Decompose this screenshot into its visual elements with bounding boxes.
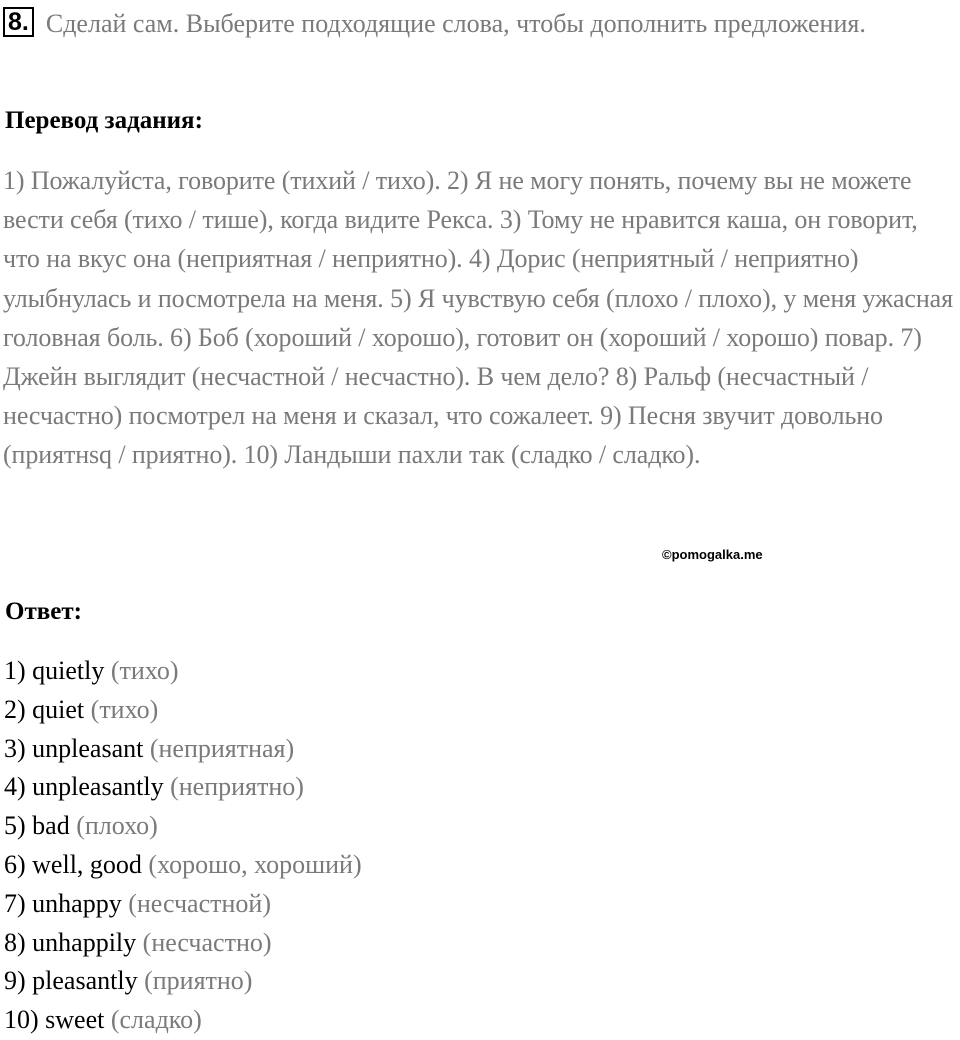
answer-item <box>4 807 362 846</box>
answer-russian: (неприятно) <box>170 772 304 802</box>
answer-item <box>4 846 362 885</box>
translation-heading: Перевод задания: <box>5 107 203 134</box>
answer-english: 9) pleasantly <box>4 966 138 996</box>
answer-russian: (приятно) <box>144 966 253 996</box>
task-instruction: Сделай сам. Выберите подходящие слова, чтобы дополнить предложения. <box>45 9 866 38</box>
answer-english: 8) unhappily <box>4 927 137 957</box>
answer-item <box>4 768 362 807</box>
answer-item <box>4 691 362 730</box>
answer-item <box>4 924 362 963</box>
answer-russian: (неприятная) <box>149 733 295 763</box>
answer-russian: (плохо) <box>76 811 158 841</box>
answer-item <box>4 962 362 1001</box>
watermark: ©pomogalka.me <box>662 547 763 562</box>
task-header <box>3 4 953 44</box>
answer-russian: (тихо) <box>90 694 159 724</box>
answer-english: 7) unhappy <box>4 888 122 918</box>
answer-english: 10) sweet <box>4 1005 105 1035</box>
answer-english: 1) quietly <box>4 656 105 685</box>
answer-item <box>4 885 362 924</box>
answer-english: 4) unpleasantly <box>4 772 164 802</box>
answer-english: 3) unpleasant <box>4 733 144 763</box>
answer-russian: (тихо) <box>110 656 179 685</box>
answer-item <box>4 652 362 691</box>
answer-item <box>4 730 362 769</box>
answer-english: 2) quiet <box>4 694 85 724</box>
answer-english: 6) well, good <box>4 849 142 879</box>
answer-heading: Ответ: <box>5 598 82 625</box>
answer-list <box>4 652 362 1040</box>
task-number-badge: 8. <box>3 7 34 37</box>
answer-english: 5) bad <box>4 811 70 841</box>
answer-russian: (хорошо, хороший) <box>148 849 362 879</box>
answer-item <box>4 1001 362 1040</box>
answer-russian: (несчастной) <box>128 888 271 918</box>
answer-russian: (сладко) <box>110 1005 202 1035</box>
answer-russian: (несчастно) <box>142 927 272 957</box>
translation-text: 1) Пожалуйста, говорите (тихий / тихо). 2) Я не могу понять, почему вы не можете вести себя (тихо / тише), когда видите Рекса. 3) Тому не нравится каша, он говорит, что на вкус она (неприятная / неприятно). 4) Дорис (неприятный / неприятно) улыбнулась и посмотрела на меня. 5) Я чувствую себя (плохо / плохо), у меня ужасная головная боль. 6) Боб (хороший / хорошо), готовит он (хороший / хорошо) повар. 7) Джейн выглядит (несчастной / несчастно). В чем дело? 8) Ральф (несчастный / несчастно) посмотрел на меня и сказал, что сожалеет. 9) Песня звучит довольно (приятнsq / приятно). 10) Ландыши пахли так (сладко / сладко). <box>3 166 953 470</box>
